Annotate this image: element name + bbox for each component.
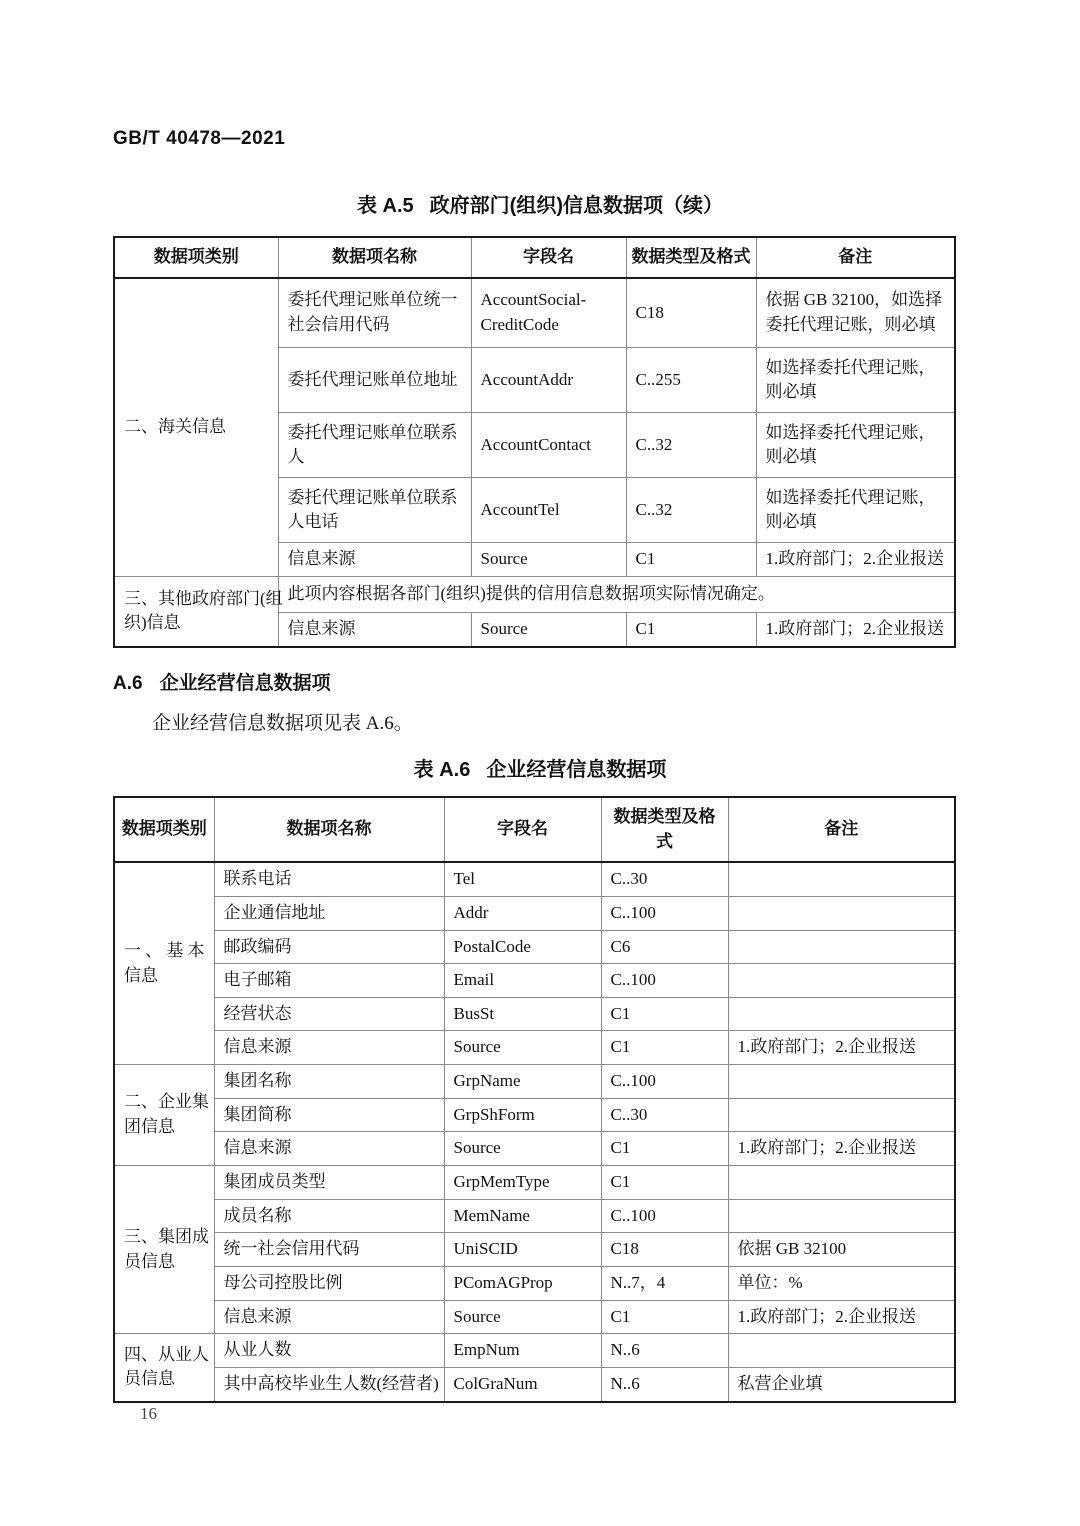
table-row	[114, 1300, 955, 1334]
cell-remark	[728, 1065, 955, 1099]
cell-item-name: 联系电话	[214, 862, 444, 896]
cell-remark: 单位：%	[728, 1266, 955, 1300]
column-header-remark: 备注	[728, 797, 955, 862]
cell-remark: 依据 GB 32100	[728, 1233, 955, 1267]
cell-remark	[728, 1166, 955, 1200]
cell-field-name: Tel	[444, 862, 601, 896]
cell-field-name: PostalCode	[444, 930, 601, 964]
cell-data-type: C..32	[626, 413, 756, 478]
cell-data-type: C18	[601, 1233, 728, 1267]
cell-remark: 如选择委托代理记账，则必填	[756, 478, 955, 543]
cell-data-type: C..32	[626, 478, 756, 543]
table-a6-header-row	[114, 797, 955, 862]
column-header-field-name: 字段名	[444, 797, 601, 862]
table-a5	[113, 236, 956, 648]
table-row	[114, 1065, 955, 1099]
cell-data-type: C1	[601, 997, 728, 1031]
cell-data-type: C1	[626, 613, 756, 647]
cell-field-name: MemName	[444, 1199, 601, 1233]
table-row	[114, 278, 955, 348]
cell-field-name: UniSCID	[444, 1233, 601, 1267]
cell-item-name: 委托代理记账单位联系人电话	[278, 478, 471, 543]
cell-data-type: N..6	[601, 1334, 728, 1368]
standard-number-header: GB/T 40478—2021	[113, 128, 286, 149]
cell-remark	[728, 1098, 955, 1132]
cell-item-name: 委托代理记账单位地址	[278, 348, 471, 413]
column-header-category: 数据项类别	[114, 797, 214, 862]
cell-remark	[728, 896, 955, 930]
cell-field-name: GrpShForm	[444, 1098, 601, 1132]
table-row	[114, 1166, 955, 1200]
cell-item-name: 其中高校毕业生人数(经营者)	[214, 1367, 444, 1401]
cell-field-name: ColGraNum	[444, 1367, 601, 1401]
table-row	[114, 1199, 955, 1233]
table-a5-header-row	[114, 237, 955, 278]
cell-span-note: 此项内容根据各部门(组织)提供的信用信息数据项实际情况确定。	[278, 577, 955, 613]
cell-data-type: C1	[601, 1300, 728, 1334]
category-cell-member-info: 三、集团成 员信息	[114, 1166, 214, 1334]
category-cell-basic-info: 一、基本 信息	[114, 862, 214, 1064]
cell-field-name: AccountContact	[471, 413, 626, 478]
table-row	[114, 1233, 955, 1267]
table-row	[114, 1132, 955, 1166]
cell-data-type: C1	[601, 1132, 728, 1166]
cell-data-type: C18	[626, 278, 756, 348]
cell-remark	[728, 930, 955, 964]
cell-field-name: Source	[444, 1132, 601, 1166]
cell-remark: 1.政府部门；2.企业报送	[728, 1132, 955, 1166]
cell-field-name: GrpMemType	[444, 1166, 601, 1200]
cell-field-name: Addr	[444, 896, 601, 930]
cell-item-name: 邮政编码	[214, 930, 444, 964]
cell-item-name: 委托代理记账单位联系人	[278, 413, 471, 478]
cell-item-name: 信息来源	[278, 613, 471, 647]
table-row	[114, 1098, 955, 1132]
cell-remark: 如选择委托代理记账，则必填	[756, 413, 955, 478]
cell-data-type: N..7，4	[601, 1266, 728, 1300]
column-header-item-name: 数据项名称	[214, 797, 444, 862]
cell-field-name: AccountTel	[471, 478, 626, 543]
cell-remark	[728, 997, 955, 1031]
cell-field-name: GrpName	[444, 1065, 601, 1099]
cell-data-type: C6	[601, 930, 728, 964]
cell-item-name: 母公司控股比例	[214, 1266, 444, 1300]
table-row	[114, 896, 955, 930]
cell-item-name: 企业通信地址	[214, 896, 444, 930]
clause-title: 企业经营信息数据项	[159, 673, 331, 694]
cell-field-name: AccountAddr	[471, 348, 626, 413]
column-header-data-type: 数据类型及格式	[601, 797, 728, 862]
table-a5-caption	[0, 189, 1080, 218]
category-cell-customs: 二、海关信息	[114, 278, 278, 577]
cell-item-name: 从业人数	[214, 1334, 444, 1368]
cell-item-name: 集团简称	[214, 1098, 444, 1132]
cell-field-name: PComAGProp	[444, 1266, 601, 1300]
cell-item-name: 统一社会信用代码	[214, 1233, 444, 1267]
cell-data-type: C..30	[601, 1098, 728, 1132]
table-a6-caption	[0, 753, 1080, 782]
cell-field-name: AccountSocial-CreditCode	[471, 278, 626, 348]
cell-field-name: Source	[444, 1300, 601, 1334]
cell-remark	[728, 1199, 955, 1233]
table-a5-caption-label: 表 A.5	[356, 195, 414, 217]
clause-heading-a6	[113, 668, 331, 695]
column-header-field-name: 字段名	[471, 237, 626, 278]
cell-data-type: C..100	[601, 1065, 728, 1099]
cell-data-type: C1	[601, 1031, 728, 1065]
cell-field-name: Source	[444, 1031, 601, 1065]
cell-data-type: C..100	[601, 896, 728, 930]
cell-remark: 如选择委托代理记账，则必填	[756, 348, 955, 413]
clause-body-text: 企业经营信息数据项见表 A.6。	[152, 713, 413, 734]
cell-field-name: Source	[471, 543, 626, 577]
cell-remark: 1.政府部门；2.企业报送	[756, 543, 955, 577]
table-row	[114, 1334, 955, 1368]
clause-number: A.6	[113, 673, 143, 694]
column-header-category: 数据项类别	[114, 237, 278, 278]
cell-remark: 1.政府部门；2.企业报送	[756, 613, 955, 647]
cell-item-name: 集团成员类型	[214, 1166, 444, 1200]
table-row	[114, 997, 955, 1031]
cell-data-type: C..255	[626, 348, 756, 413]
table-row	[114, 862, 955, 896]
cell-item-name: 信息来源	[214, 1300, 444, 1334]
cell-remark: 1.政府部门；2.企业报送	[728, 1300, 955, 1334]
cell-data-type: C1	[626, 543, 756, 577]
category-cell-employee-info: 四、从业人 员信息	[114, 1334, 214, 1402]
table-row	[114, 1031, 955, 1065]
cell-data-type: N..6	[601, 1367, 728, 1401]
table-a6-caption-label: 表 A.6	[413, 759, 471, 781]
column-header-item-name: 数据项名称	[278, 237, 471, 278]
cell-item-name: 信息来源	[214, 1031, 444, 1065]
cell-item-name: 经营状态	[214, 997, 444, 1031]
cell-data-type: C..30	[601, 862, 728, 896]
cell-remark: 私营企业填	[728, 1367, 955, 1401]
cell-remark: 1.政府部门；2.企业报送	[728, 1031, 955, 1065]
table-a5-caption-title: 政府部门(组织)信息数据项（续）	[429, 195, 723, 217]
column-header-remark: 备注	[756, 237, 955, 278]
cell-item-name: 信息来源	[278, 543, 471, 577]
column-header-data-type: 数据类型及格式	[626, 237, 756, 278]
table-row	[114, 964, 955, 998]
table-row	[114, 930, 955, 964]
cell-item-name: 成员名称	[214, 1199, 444, 1233]
table-a6-caption-title: 企业经营信息数据项	[486, 759, 667, 781]
table-row	[114, 1367, 955, 1401]
category-cell-other-gov: 三、其他政府部门(组 织)信息	[114, 577, 278, 647]
cell-field-name: Source	[471, 613, 626, 647]
cell-data-type: C..100	[601, 1199, 728, 1233]
cell-data-type: C..100	[601, 964, 728, 998]
cell-remark: 依据 GB 32100，如选择委托代理记账，则必填	[756, 278, 955, 348]
table-row	[114, 1266, 955, 1300]
category-cell-group-info: 二、企业集 团信息	[114, 1065, 214, 1166]
cell-item-name: 电子邮箱	[214, 964, 444, 998]
cell-item-name: 集团名称	[214, 1065, 444, 1099]
cell-field-name: BusSt	[444, 997, 601, 1031]
cell-remark	[728, 862, 955, 896]
cell-data-type: C1	[601, 1166, 728, 1200]
cell-item-name: 委托代理记账单位统一社会信用代码	[278, 278, 471, 348]
cell-field-name: Email	[444, 964, 601, 998]
table-a6	[113, 796, 956, 1403]
cell-item-name: 信息来源	[214, 1132, 444, 1166]
page-number: 16	[140, 1404, 157, 1423]
cell-remark	[728, 1334, 955, 1368]
table-row	[114, 577, 955, 613]
cell-field-name: EmpNum	[444, 1334, 601, 1368]
cell-remark	[728, 964, 955, 998]
